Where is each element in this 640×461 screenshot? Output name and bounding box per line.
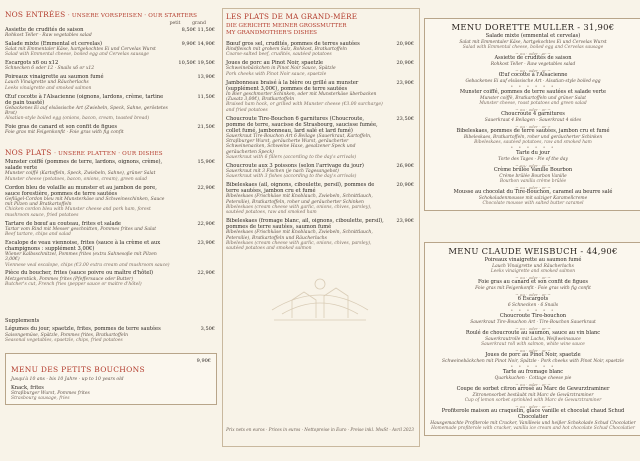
course-german: Hausgemachte Profiterole mit Cracker, Vanilleeis und heißer Schokolade Schud Chocolatier xyxy=(430,421,636,427)
sides-heading xyxy=(5,318,217,324)
kids-item-en: Strasbourg sausage, fries xyxy=(11,396,70,402)
item-german: Schnecken 6 oder 12 · Snails x6 or x12 xyxy=(5,66,95,72)
price-footnote: Prix nets en euros · Prices in euros · Nettopreise in Euro · Preise inkl. MwSt · Avril 2023 xyxy=(226,427,414,432)
menu-item xyxy=(5,240,217,268)
course-name: Œuf cocotte à l'Alsacienne xyxy=(498,72,568,79)
course-name: Crème brûlée Vanille Bourbon xyxy=(493,167,573,174)
item-german: Bibeleskaes (Frischkäse mit Knoblauch, Zwiebeln, Schnittlauch, Petersilie), Bratkartoffeln und Räucherlachs xyxy=(226,230,373,241)
item-english: Bibeleskaes (cream cheese with garlic, onions, chives, parsley), sautéed potatoes, raw and smoked ham xyxy=(226,204,372,216)
item-price: 3,50€ xyxy=(200,326,215,333)
course-german: Torte des Tages · Pie of the day xyxy=(498,157,568,163)
menu-item xyxy=(5,124,217,135)
kids-menu-box xyxy=(5,353,217,405)
menu-item xyxy=(5,27,217,38)
sides-list xyxy=(5,326,217,343)
course-name: 6 Escargots xyxy=(517,296,549,303)
item-german: Saisongemüse, Spätzle, Pommes frites, Bratkartoffeln xyxy=(5,332,129,338)
course-item xyxy=(429,129,637,145)
course-german: Sauerkrautrolle mit Lachs, Weißweinsauce xyxy=(485,337,581,342)
menu-claude-box xyxy=(424,242,640,436)
course-german: Bibeleskaes, Bratkartoffeln, roher und geräucherter Schinken xyxy=(463,135,603,141)
column-left xyxy=(5,10,217,405)
menu-claude-title: MENU CLAUDE WEISBUCH - 44,90€ xyxy=(448,246,618,256)
course-german: Foie gras mit Feigenkonfit · Foie gras with fig confit xyxy=(475,286,591,291)
course-english: Bourbon vanilla crème brûlée xyxy=(499,179,567,185)
item-german: Bibeleskaes (Frischkäse mit Knoblauch, Zwiebeln, Schnittlauch, Petersilie), Bratkartoffeln, roher und geräucherter Schinken xyxy=(226,194,373,205)
menu-item xyxy=(5,41,217,58)
item-price: 10,50€ 19,50€ xyxy=(178,60,215,67)
item-german: Tartar vom Rind mit Messer geschnitten, Pommes frites und Salat xyxy=(5,226,157,232)
course-name: Joues de porc au Pinot Noir, spaetzle xyxy=(485,352,581,359)
or-separator: ~ ou · oder · or ~ xyxy=(515,107,551,113)
course-name: Munster coiffé, pommes de terre sautées et salade verte xyxy=(459,89,607,96)
course-english: Salad with Emmental cheese, boiled egg and Cervelas sausage xyxy=(462,45,604,50)
item-price: 13,90€ xyxy=(197,74,215,81)
item-english: Bibeleskaes (cream cheese with garlic, onions, chives, parsley), sautéed potatoes and smoked salmon xyxy=(226,240,372,252)
item-german: Wiener Kalbsschnitzel, Pommes frites (extra Sahnesoße mit Pilzen 3,00€) xyxy=(5,252,157,263)
kids-menu-subtitle: Jusqu'à 10 ans · bis 10 Jahre · up to 10 years old xyxy=(11,377,124,383)
course-item xyxy=(429,112,637,123)
course-item xyxy=(429,151,637,162)
menu-item xyxy=(5,221,217,238)
or-separator: ~ ou · oder · or ~ xyxy=(515,124,551,130)
grandmother-title: LES PLATS DE MA GRAND-MÈRE xyxy=(226,12,358,21)
item-german: Geflügel-Cordon bleu mit Munsterkäse und Schweineschinken, Sauce mit Pilzen und Bratkartoffeln xyxy=(5,196,165,208)
course-name: Choucroute Tire-bouchon xyxy=(499,313,567,320)
course-german: Schokoladenmousse mit salziger Karamellcreme xyxy=(478,196,588,202)
kids-menu-price: 9,90€ xyxy=(196,358,211,365)
course-name: Choucroute 4 garnitures xyxy=(501,111,565,118)
menu-item xyxy=(226,80,414,113)
course-item xyxy=(429,370,637,381)
grandmother-subtitle-de: DIE GERICHTE MEINER GROSSMUTTER xyxy=(226,23,347,29)
menu-item xyxy=(226,60,414,77)
item-german: Rindfleisch mit grobem Salz, Rohkost, Bratkartoffeln xyxy=(226,47,347,53)
item-price: 9,90€ 14,90€ xyxy=(181,40,215,47)
item-english: Alsatian-style boiled egg (onions, bacon, cream, toasted bread) xyxy=(5,116,150,122)
course-item xyxy=(429,314,637,325)
item-german: Foie gras mit Feigenkonfit · Foie gras with fig confit xyxy=(5,130,124,136)
kids-item-name: Knack, frites xyxy=(11,385,44,392)
course-name: Poireaux vinaigrette au saumon fumé xyxy=(484,257,582,263)
menu-item xyxy=(226,163,414,180)
grandmother-subtitle-en: MY GRANDMOTHER'S DISHES xyxy=(226,30,317,36)
item-name: Assiette de crudités de saison xyxy=(5,27,84,33)
menu-item xyxy=(5,74,217,91)
item-price: 20,90€ xyxy=(396,60,414,67)
course-german: Lauch Vinaigrette und Räucherlachs xyxy=(492,263,574,269)
item-price: 20,90€ xyxy=(396,182,414,189)
course-english: Bibeleskaes, sautéed potatoes, raw and smoked ham xyxy=(474,140,592,146)
course-german: Sauerkraut 4 Beilagen · Sauerkraut 4 sides xyxy=(484,118,582,124)
item-name: Cordon bleu de volaille au munster et au jambon de pore, sauce forestière, pommes de terre sautées xyxy=(5,184,157,197)
item-price: 22,90€ xyxy=(197,184,215,191)
item-name: Choucroute aux 3 poissons (selon l'arrivage du jour) xyxy=(226,162,364,169)
menu-claude-courses xyxy=(429,258,637,431)
item-name: Œuf cocotte à l'Alsacienne (oignons, lardons, crème, tartine de pain toasté) xyxy=(5,93,164,106)
item-name: Munster coiffé (pommes de terre, lardons, oignons, crème), salade verte xyxy=(5,159,163,172)
course-item xyxy=(429,34,637,50)
course-english: Sauerkraut roll with salmon, white wine sauce xyxy=(481,342,585,348)
or-separator: ~ ou · oder · or ~ xyxy=(515,51,551,57)
course-name: Coupe de sorbet citron arrosé au Marc de Gewurztraminer xyxy=(456,386,610,393)
menu-item xyxy=(226,116,414,161)
course-german: Zitronensorbet bestäubt mit Marc de Gewürztraminer xyxy=(472,393,594,399)
mains-title: NOS PLATS xyxy=(5,148,52,158)
item-name: Escargots x6 ou x12 xyxy=(5,60,59,67)
item-price: 26,90€ xyxy=(396,162,414,169)
item-english: Beef tartare, chips and salad xyxy=(5,231,71,237)
course-name: Foie gras au canard et son confit de figues xyxy=(478,279,588,286)
starters-title: NOS ENTRÉES xyxy=(5,10,66,19)
mains-subtitle: · UNSERE PLATTEN · OUR DISHES xyxy=(54,151,163,158)
item-name: Foie gras de canard et son confit de figues xyxy=(5,124,117,131)
mains-list xyxy=(5,159,217,287)
course-item xyxy=(429,353,637,364)
item-english: Munster cheese (potatoes, bacon, onions, cream), green salad xyxy=(5,176,148,182)
course-german: Schweinebäckchen mit Pinot Noir, Spätzle · Pork cheeks with Pinot Noir, spaetzle xyxy=(441,359,625,365)
item-english: Viennese veal escalope, chips (€3.00 extra cream and mushroom sauce) xyxy=(5,262,170,268)
item-german: Sauerkraut Tire-Bouchon Art 6 Beilage (Sauerkraut, Kartoffeln, Straßburger Wurst, geräucherte Wurst, geräucherter Schweinenacken, Schweine Haxe, gesalzener Speck und geräucherten Speck) xyxy=(226,133,372,155)
starters-list xyxy=(5,27,217,136)
course-item xyxy=(429,409,637,431)
item-price: 22,90€ xyxy=(197,270,215,277)
item-name: Légumes du jour, spaetzle, frites, pommes de terre sautées xyxy=(5,326,161,333)
item-german: In Bier geschmorter Schinken, oder mit Munsterkäse überbacken (Zusatz 3,00€), Bratkartoffeln xyxy=(226,91,377,103)
course-item xyxy=(429,280,637,291)
item-name: Poireaux vinaigrette au saumon fumé xyxy=(5,74,104,81)
sides-title: Supplements xyxy=(5,317,40,324)
or-separator: ~ ou · oder · or ~ xyxy=(515,326,551,332)
course-item xyxy=(429,168,637,184)
course-english: Leeks vinaigrette and smoked salmon xyxy=(490,269,576,274)
kids-item-de: Straßburger Wurst, Pommes frites xyxy=(11,391,90,397)
item-price: 21,50€ xyxy=(197,124,215,131)
course-item xyxy=(429,297,637,308)
illustration-emblem xyxy=(262,270,378,328)
course-item xyxy=(429,258,637,274)
price-head-small: petit xyxy=(169,21,181,26)
menu-item xyxy=(5,270,217,287)
or-separator: ~ ou · oder · or ~ xyxy=(515,382,551,388)
item-price: 23,90€ xyxy=(396,218,414,225)
or-separator: ~ ou · oder · or ~ xyxy=(515,292,551,298)
item-name: Joues de porc au Pinot Noir, spaetzle xyxy=(226,60,324,67)
price-head-large: grand xyxy=(192,21,206,26)
starters-heading xyxy=(5,10,217,19)
or-separator: ~ ou · oder · or ~ xyxy=(515,404,551,410)
item-price: 23,50€ xyxy=(396,115,414,122)
course-name: Tarte du jour xyxy=(516,150,550,157)
course-german: Rohkost Teller · Raw vegetables salad xyxy=(490,62,576,67)
menu-dorette-courses xyxy=(429,34,637,206)
item-name: Pièce du boucher, frites (sauce poivre ou maître d'hôtel) xyxy=(5,270,154,277)
course-name: Roulé de choucroute au saumon, sauce au vin blanc xyxy=(465,330,601,337)
price-head xyxy=(5,21,211,26)
item-english: Sauerkraut with 6 fillers (according to the day's arrivals) xyxy=(226,155,357,160)
course-english: Munster cheese, roast potatoes and green salad xyxy=(479,101,587,107)
menu-item xyxy=(5,326,217,343)
course-german: Quarkkuchen · Cottage cheese pie xyxy=(494,376,572,382)
item-name: Bœuf gros sel, crudités, pommes de terres sautées xyxy=(226,41,360,47)
menu-item xyxy=(5,60,217,71)
course-german: 6 Schnecken · 6 Snails xyxy=(507,303,559,308)
course-name: Tarte au fromage blanc xyxy=(502,369,564,376)
course-item xyxy=(429,387,637,403)
course-name: Bibeleskaes, pommes de terre sautées, jambon cru et fumé xyxy=(456,128,610,135)
course-name: Mousse au chocolat du Tire-Bouchon, caramel au beurre salé xyxy=(453,189,613,196)
item-german: Metzgerstück, Pommes frites (Pfeffersauce oder Butter) xyxy=(5,276,134,282)
course-name: Salade mixte (emmental et cervelas) xyxy=(485,33,581,39)
item-german: Gebackenes Ei auf elsässische Art (Zwiebeln, Speck, Sahne, geröstetes Brot) xyxy=(5,105,168,117)
item-english: Seasonal vegetables, spaetzle, chips, fried potatoes xyxy=(5,337,123,343)
item-english: Leeks vinaigrette and smoked salmon xyxy=(5,85,92,91)
item-name: Tartare de bœuf au couteau, frites et salade xyxy=(5,220,121,227)
course-item xyxy=(429,331,637,347)
course-item xyxy=(429,56,637,67)
item-english: Coarse-salted beef, crudités, sautéed potatoes xyxy=(226,52,332,58)
item-name: Escalope de veau viennoise, frites (sauce à la crème et aux champignons : supplément 3,00€) xyxy=(5,239,161,252)
course-german: Munster coiffé, Bratkartoffeln und grüner Salat xyxy=(479,96,587,101)
course-item xyxy=(429,90,637,106)
item-german: Lauch Vinaigrette und Räucherlachs xyxy=(5,80,89,86)
course-separator: • • • • • • xyxy=(510,365,556,371)
item-english: Chicken cordon bleu with Munster cheese and pork ham, forest mushroom sauce, fried potatoes xyxy=(5,207,151,218)
course-german: Sauerkraut Tire-Bouchon Art · Tire-Bouchon Sauerkraut xyxy=(470,320,596,325)
mains-heading xyxy=(5,148,217,157)
or-separator: ~ ou · oder · or ~ xyxy=(515,275,551,281)
item-english: Butcher's cut, French fries (pepper sauce or maitre d'hôtel) xyxy=(5,281,142,287)
grandmother-list xyxy=(226,41,414,252)
course-german: Crème brûlée Bourbon Vanille xyxy=(499,174,567,180)
course-name: Profiterole maison au craquelin, glace vanille et chocolat chaud Schud Chocolatier xyxy=(441,408,625,421)
course-separator: • • • • • • xyxy=(510,85,556,91)
course-english: Cup of lemon sorbet sprinkled with Marc de Gewurztraminer xyxy=(464,398,602,404)
or-separator: ~ ou · oder · or ~ xyxy=(515,163,551,169)
item-english: Salad with Emmental cheese, boiled egg and Cervelas sausage xyxy=(5,52,149,58)
item-name: Jambonneau braisé à la bière ou grillé au munster (supplément 3,00€), pommes de terre sautées xyxy=(226,79,359,92)
kids-menu-title: MENU DES PETITS BOUCHONS xyxy=(11,365,145,375)
or-separator: ~ ou · oder · or ~ xyxy=(515,348,551,354)
menu-item xyxy=(5,94,217,122)
menu-item xyxy=(226,218,414,251)
course-separator: • • • • • • xyxy=(510,146,556,152)
item-price: 8,50€ 11,50€ xyxy=(181,27,215,33)
item-price: 22,90€ xyxy=(197,220,215,227)
item-name: Bibeleskaes (fromage blanc, ail, oignons, ciboulette, persil), pommes de terre sautées, saumon fumé xyxy=(226,218,384,231)
item-price: 23,90€ xyxy=(197,239,215,246)
column-center xyxy=(222,10,418,256)
item-price: 23,90€ xyxy=(396,79,414,86)
course-name: Assiette de crudités de saison xyxy=(494,55,572,62)
item-name: Salade mixte (Emmental et cervelas) xyxy=(5,40,102,47)
item-price: 11,50€ xyxy=(197,93,215,100)
item-german: Salat mit Emmentaler Käse, hartgekochtes Ei und Cervelas Wurst xyxy=(5,47,156,53)
or-separator: ~ ou · oder · or ~ xyxy=(515,68,551,74)
item-price: 15,90€ xyxy=(197,159,215,166)
item-name: Bibeleskaes (ail, oignons, ciboulette, persil), pommes de terre sautées, jambon cru et fumé xyxy=(226,182,375,195)
menu-item xyxy=(226,41,414,58)
item-german: Munster coiffé (Kartoffeln, Speck, Zwiebeln, Sahne), grüner Salat xyxy=(5,171,156,177)
menu-item xyxy=(226,182,414,215)
item-german: Schweinebäckchen in Pinot Noir Sauce, Spätzle xyxy=(226,66,336,72)
course-german: Salat mit Emmentaler Käse, hartgekochtes Ei und Cervelas Wurst xyxy=(459,39,607,45)
item-price: 20,90€ xyxy=(396,41,414,47)
course-english: Homemade profiterole with cracker, vanilla ice cream and hot chocolate Schud Chocolatier xyxy=(431,426,635,432)
item-english: Sauerkraut with 3 fishes (according to the day's arrivals) xyxy=(226,174,357,180)
course-english: Chocolate mousse with salted butter caramel xyxy=(482,201,584,207)
menu-item xyxy=(5,185,217,218)
menu-item xyxy=(5,159,217,182)
item-german: Rohkost Teller · Raw vegetables salad xyxy=(5,33,92,39)
course-item xyxy=(429,190,637,206)
starters-subtitle: · UNSERE VORSPEISEN · OUR STARTERS xyxy=(67,13,198,19)
course-separator: • • • • • • xyxy=(510,309,556,315)
item-german: Sauerkraut mit 3 Fischen (je nach Tagesangebot) xyxy=(226,168,339,174)
course-item xyxy=(429,73,637,84)
menu-dorette-title: MENU DORETTE MULLER - 31,90€ xyxy=(451,22,615,32)
or-separator: ~ ou · oder · or ~ xyxy=(515,185,551,191)
item-english: Pork cheeks with Pinot Noir sauce, spaetzle xyxy=(226,71,327,77)
course-german: Gebackenes Ei auf elsässische Art · Alsatian-style boiled egg xyxy=(465,79,601,84)
item-english: Braised ham hock, or grilled with Munster cheese (€3.00 surcharge) and fried potatoes xyxy=(226,102,383,113)
item-name: Choucroute Tire-Bouchon 6 garnitures (Choucroute, pomme de terre, saucisse de Strasbourg, saucisse fumée, collet fumé, jambonneau, lard salé et lard fumé) xyxy=(226,115,378,134)
menu-dorette-box xyxy=(424,18,640,211)
